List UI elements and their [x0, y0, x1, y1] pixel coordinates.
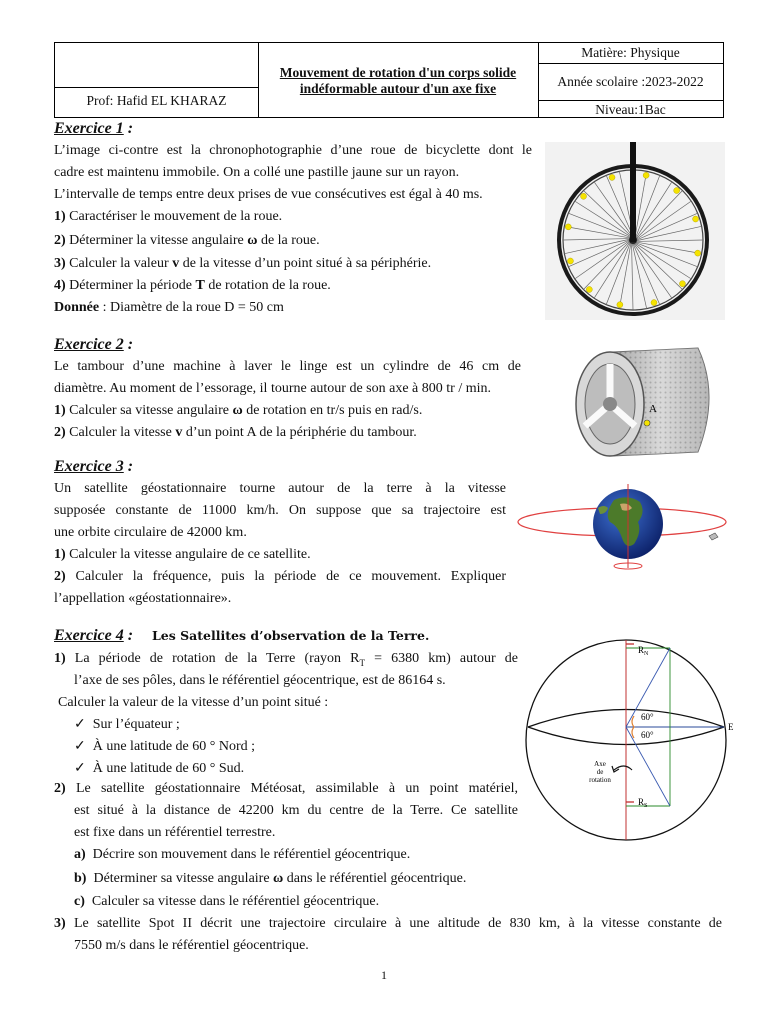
exercise-1-heading: Exercice 1 : [54, 120, 134, 137]
ex4-check-item: ✓ À une latitude de 60 ° Sud. [74, 761, 245, 776]
angle-south-label: 60° [641, 730, 654, 740]
ex4-question-1: 1) La période de rotation de la Terre (rayon $R_T = 6380$ km) autour de [54, 651, 519, 668]
ex4-check-item: ✓ Sur l’équateur ; [74, 717, 180, 732]
ex3-question-2-cont: l’appellation «géostationnaire». [54, 591, 232, 606]
ex1-question-1: 1) Caractériser le mouvement de la roue. [54, 209, 283, 224]
ex4-q2-line: est fixe dans un référentiel terrestre. [74, 825, 276, 840]
ex4-q2-line: est situé à la distance de 42200 km du centre de la Terre. Ce satellite [74, 803, 518, 818]
axis-label-line: Axe [594, 760, 606, 768]
drum-point-label: A [649, 403, 657, 415]
document-title: Mouvement de rotation d'un corps solide indéformable autour d'un axe fixe [279, 65, 517, 96]
washing-drum-image [558, 340, 723, 460]
ex1-data: Donnée : Diamètre de la roue D = 50 cm [54, 300, 284, 315]
rs-label: $R_S$ [638, 797, 648, 809]
ex1-text-line: cadre est maintenu immobile. On a collé une pastille jaune sur un rayon. [54, 165, 460, 180]
exercise-4-heading: Exercice 4 : [54, 627, 134, 644]
axis-label-line: de [596, 768, 604, 776]
bicycle-wheel-image [545, 142, 725, 320]
earth-orbit-image [516, 478, 728, 574]
ex3-text-line: Un satellite géostationnaire tourne autour de la terre à la vitesse [54, 481, 506, 496]
check-icon: ✓ [74, 717, 86, 732]
ex2-question-2: 2) Calculer la vitesse v d’un point A de la périphérie du tambour. [54, 425, 417, 440]
ex1-text-line: L’image ci-contre est la chronophotographie d’une roue de bicyclette dont le [54, 143, 532, 158]
ex4-question-2: 2) Le satellite géostationnaire Météosat, assimilable à un point matériel, [54, 781, 518, 796]
ex4-q2b: b) Déterminer sa vitesse angulaire ω dans le référentiel géocentrique. [74, 871, 467, 886]
ex1-question-2: 2) Déterminer la vitesse angulaire ω de la roue. [54, 233, 320, 248]
ex4-check-item: ✓ À une latitude de 60 ° Nord ; [74, 739, 256, 754]
page-number: 1 [381, 968, 387, 982]
ex1-text-line: L’intervalle de temps entre deux prises de vue consécutives est égal à 40 ms. [54, 187, 483, 202]
teacher-name: Prof: Hafid EL KHARAZ [86, 93, 227, 108]
exercise-3-heading: Exercice 3 : [54, 458, 134, 475]
ex3-text-line: une orbite circulaire de 42000 km. [54, 525, 247, 540]
ex4-q2a: a) Décrire son mouvement dans le référentiel géocentrique. [74, 847, 411, 862]
rn-label: $R_N$ [638, 645, 649, 657]
earth-latitude-diagram [520, 630, 740, 860]
ex4-q1-line-2: l’axe de ses pôles, dans le référentiel géocentrique, est de 86164 s. [74, 673, 446, 688]
ex4-q3-line-2: 7550 m/s dans le référentiel géocentrique. [74, 938, 309, 953]
subject: Matière: Physique [581, 45, 680, 60]
ex3-text-line: supposée constante de 11000 km/h. On suppose que sa trajectoire est [54, 503, 506, 518]
ex3-question-2: 2) Calculer la fréquence, puis la période de ce mouvement. Expliquer [54, 569, 506, 584]
school-year: Année scolaire :2023-2022 [557, 74, 704, 89]
east-label: E [728, 722, 734, 732]
ex1-question-3: 3) Calculer la valeur v de la vitesse d’un point situé à sa périphérie. [54, 256, 432, 271]
ex4-subtitle: Les Satellites d’observation de la Terre. [152, 628, 430, 643]
check-icon: ✓ [74, 739, 86, 754]
axis-label-line: rotation [589, 776, 611, 784]
angle-north-label: 60° [641, 712, 654, 722]
header-table [54, 42, 724, 118]
exercise-2-heading: Exercice 2 : [54, 336, 134, 353]
ex2-text-line: Le tambour d’une machine à laver le linge est un cylindre de 46 cm de [54, 359, 521, 374]
ex1-question-4: 4) Déterminer la période T de rotation de la roue. [54, 278, 331, 293]
ex4-question-3: 3) Le satellite Spot II décrit une trajectoire circulaire à une altitude de 830 km, à la vitesse constante de [54, 916, 723, 931]
ex4-q2c: c) Calculer sa vitesse dans le référentiel géocentrique. [74, 894, 380, 909]
level: Niveau:1Bac [595, 102, 666, 117]
ex2-text-line: diamètre. Au moment de l’essorage, il tourne autour de son axe à 800 tr / min. [54, 381, 491, 396]
ex2-question-1: 1) Calculer sa vitesse angulaire ω de rotation en tr/s puis en rad/s. [54, 403, 423, 418]
check-icon: ✓ [74, 761, 86, 776]
ex4-q1-line-3: Calculer la valeur de la vitesse d’un point situé : [58, 695, 329, 710]
ex3-question-1: 1) Calculer la vitesse angulaire de ce satellite. [54, 547, 311, 562]
